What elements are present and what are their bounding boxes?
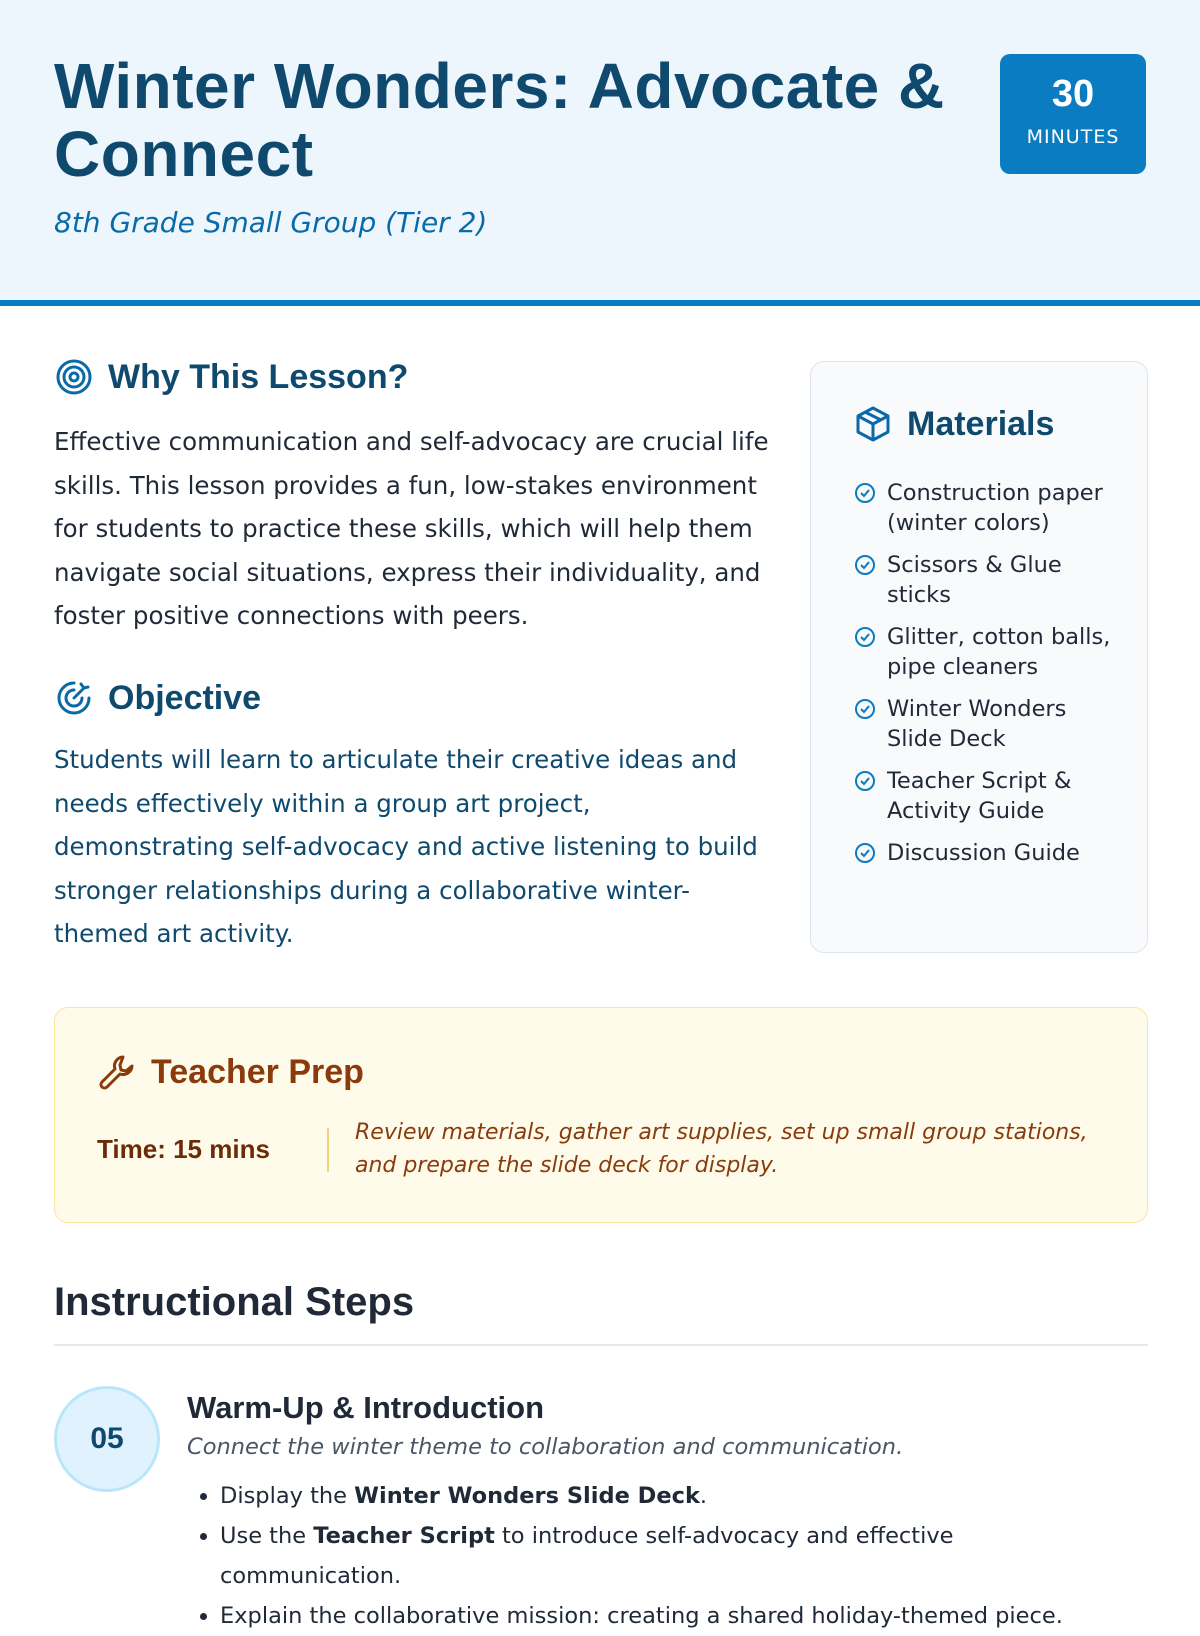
prep-heading: Teacher Prep xyxy=(151,1052,364,1091)
material-label: Construction paper (winter colors) xyxy=(887,480,1103,536)
list-item xyxy=(220,1516,1140,1596)
prep-description: Review materials, gather art supplies, set up small group stations, and prepare the slide deck for display. xyxy=(355,1120,1088,1178)
materials-heading: Materials xyxy=(907,404,1055,443)
check-circle-icon xyxy=(853,697,877,721)
material-label: Discussion Guide xyxy=(887,840,1080,866)
bullet-text: Explain the collaborative mission: creating a shared holiday-themed piece. xyxy=(220,1603,1063,1629)
divider xyxy=(54,1344,1148,1346)
target-icon xyxy=(54,357,94,397)
prep-divider xyxy=(327,1128,329,1172)
list-item xyxy=(853,550,1123,610)
objective-icon xyxy=(54,678,94,718)
step-title: Warm-Up & Introduction xyxy=(187,1390,545,1425)
bullet-emphasis: Winter Wonders Slide Deck xyxy=(354,1483,700,1509)
list-item xyxy=(220,1596,1140,1636)
check-circle-icon xyxy=(853,553,877,577)
step-bullet-list xyxy=(220,1476,1140,1636)
page-title: Winter Wonders: Advocate & Connect xyxy=(54,50,945,190)
check-circle-icon xyxy=(853,481,877,505)
materials-card xyxy=(810,361,1148,953)
list-item xyxy=(220,1476,1140,1516)
check-circle-icon xyxy=(853,841,877,865)
objective-heading: Objective xyxy=(108,678,262,717)
bullet-emphasis: Teacher Script xyxy=(313,1523,495,1549)
bullet-text: to introduce self-advocacy and effective communication. xyxy=(220,1523,954,1589)
check-circle-icon xyxy=(853,769,877,793)
list-item xyxy=(853,622,1123,682)
materials-list xyxy=(853,478,1123,880)
bullet-text: . xyxy=(699,1483,708,1509)
teacher-prep-card xyxy=(54,1007,1148,1223)
check-circle-icon xyxy=(853,625,877,649)
material-label: Glitter, cotton balls, pipe cleaners xyxy=(887,624,1111,680)
duration-unit: MINUTES xyxy=(1026,126,1120,148)
prep-time: Time: 15 mins xyxy=(97,1134,270,1164)
material-label: Winter Wonders Slide Deck xyxy=(887,696,1067,752)
why-heading: Why This Lesson? xyxy=(108,357,409,396)
lesson-header xyxy=(0,0,1200,306)
list-item xyxy=(853,694,1123,754)
material-label: Scissors & Glue sticks xyxy=(887,552,1062,608)
step-subtitle: Connect the winter theme to collaboration and communication. xyxy=(187,1434,904,1460)
why-section-header xyxy=(54,357,408,397)
objective-section-header xyxy=(54,678,261,718)
list-item xyxy=(853,478,1123,538)
materials-section-header xyxy=(853,404,1054,444)
duration-badge xyxy=(1000,54,1146,174)
objective-text: Students will learn to articulate their creative ideas and needs effectively within a group art project, demonstrating self-advocacy and active listening to build stronger relationships during a collaborative winter-themed art activity. xyxy=(54,745,758,948)
steps-heading: Instructional Steps xyxy=(54,1280,415,1324)
bullet-text: Display the xyxy=(220,1483,355,1509)
package-icon xyxy=(853,404,893,444)
prep-section-header xyxy=(97,1052,364,1092)
duration-value: 30 xyxy=(1051,73,1095,115)
list-item xyxy=(853,838,1123,868)
page-subtitle: 8th Grade Small Group (Tier 2) xyxy=(54,206,488,239)
step-number-badge: 05 xyxy=(54,1386,160,1492)
wrench-icon xyxy=(97,1052,137,1092)
why-text: Effective communication and self-advocacy are crucial life skills. This lesson provides a fun, low-stakes environment for students to practice these skills, which will help them navigate social situations, express their individuality, and foster positive connections with peers. xyxy=(54,427,769,630)
list-item xyxy=(853,766,1123,826)
bullet-text: Use the xyxy=(220,1523,314,1549)
material-label: Teacher Script & Activity Guide xyxy=(887,768,1072,824)
